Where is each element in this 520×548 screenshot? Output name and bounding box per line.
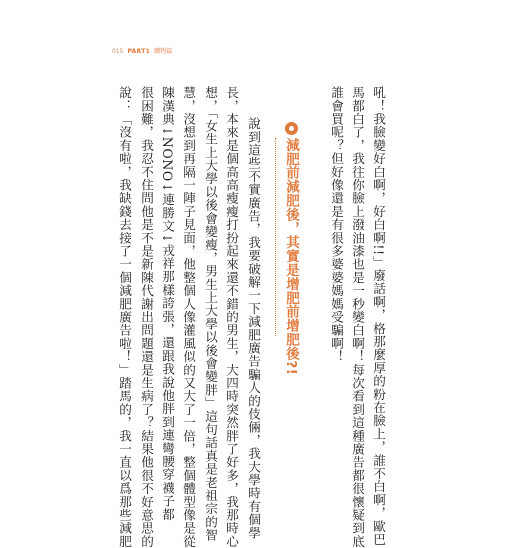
section-label: 購物篇 bbox=[154, 48, 173, 55]
text-column-4: 說到這些不實廣告，我要破解一下減肥廣告騙人的伎倆，我大學時有個學 bbox=[246, 117, 261, 540]
heading-dotted-rule bbox=[275, 138, 276, 336]
heading-bullet-icon bbox=[285, 122, 298, 135]
page-header bbox=[112, 49, 172, 55]
text-column-5: 長，本來是個高高瘦瘦打扮起來還不錯的男生，大四時突然胖了好多，我那時心 bbox=[224, 86, 239, 548]
section-heading bbox=[281, 122, 301, 375]
text-column-7: 慧，沒想到再隔一陣子見面，他整個人像灌風似的又大了一倍，整個體型像是從 bbox=[181, 86, 196, 548]
text-column-10: 說：「沒有啦，我缺錢去接了一個減肥廣告啦！」踏馬的，我一直以爲那些減肥 bbox=[117, 86, 132, 548]
part-label: PART1 bbox=[127, 48, 151, 55]
text-column-6: 想，「女生上大學以後會變瘦，男生上大學以後會變胖」這句話真是老祖宗的智 bbox=[203, 86, 218, 542]
text-column-1: 吼！我臉變好白啊，好白啊!!」廢話啊，格那麼厚的粉在臉上，誰不白啊，歐巴 bbox=[371, 86, 386, 547]
text-column-3: 誰會買呢？但好像還是有很多婆婆媽媽受騙啊！ bbox=[329, 86, 344, 364]
heading-text: 減肥前減肥後，其實是增肥前增肥後?! bbox=[283, 138, 299, 376]
text-column-2: 馬都白了，我往你臉上潑油漆也是一秒變白啊！每次看到這種廣告都很懷疑到底 bbox=[350, 86, 365, 548]
text-column-9: 很困難，我忍不住問他是不是新陳代謝出問題還是生病了？結果他很不好意思的 bbox=[139, 86, 154, 548]
page-number: 015 bbox=[112, 48, 124, 55]
text-column-8: 陳漢典↓NONO↓連勝文↓戎祥那樣誇張，還跟我說他胖到連彎腰穿襪子都 bbox=[160, 86, 175, 521]
